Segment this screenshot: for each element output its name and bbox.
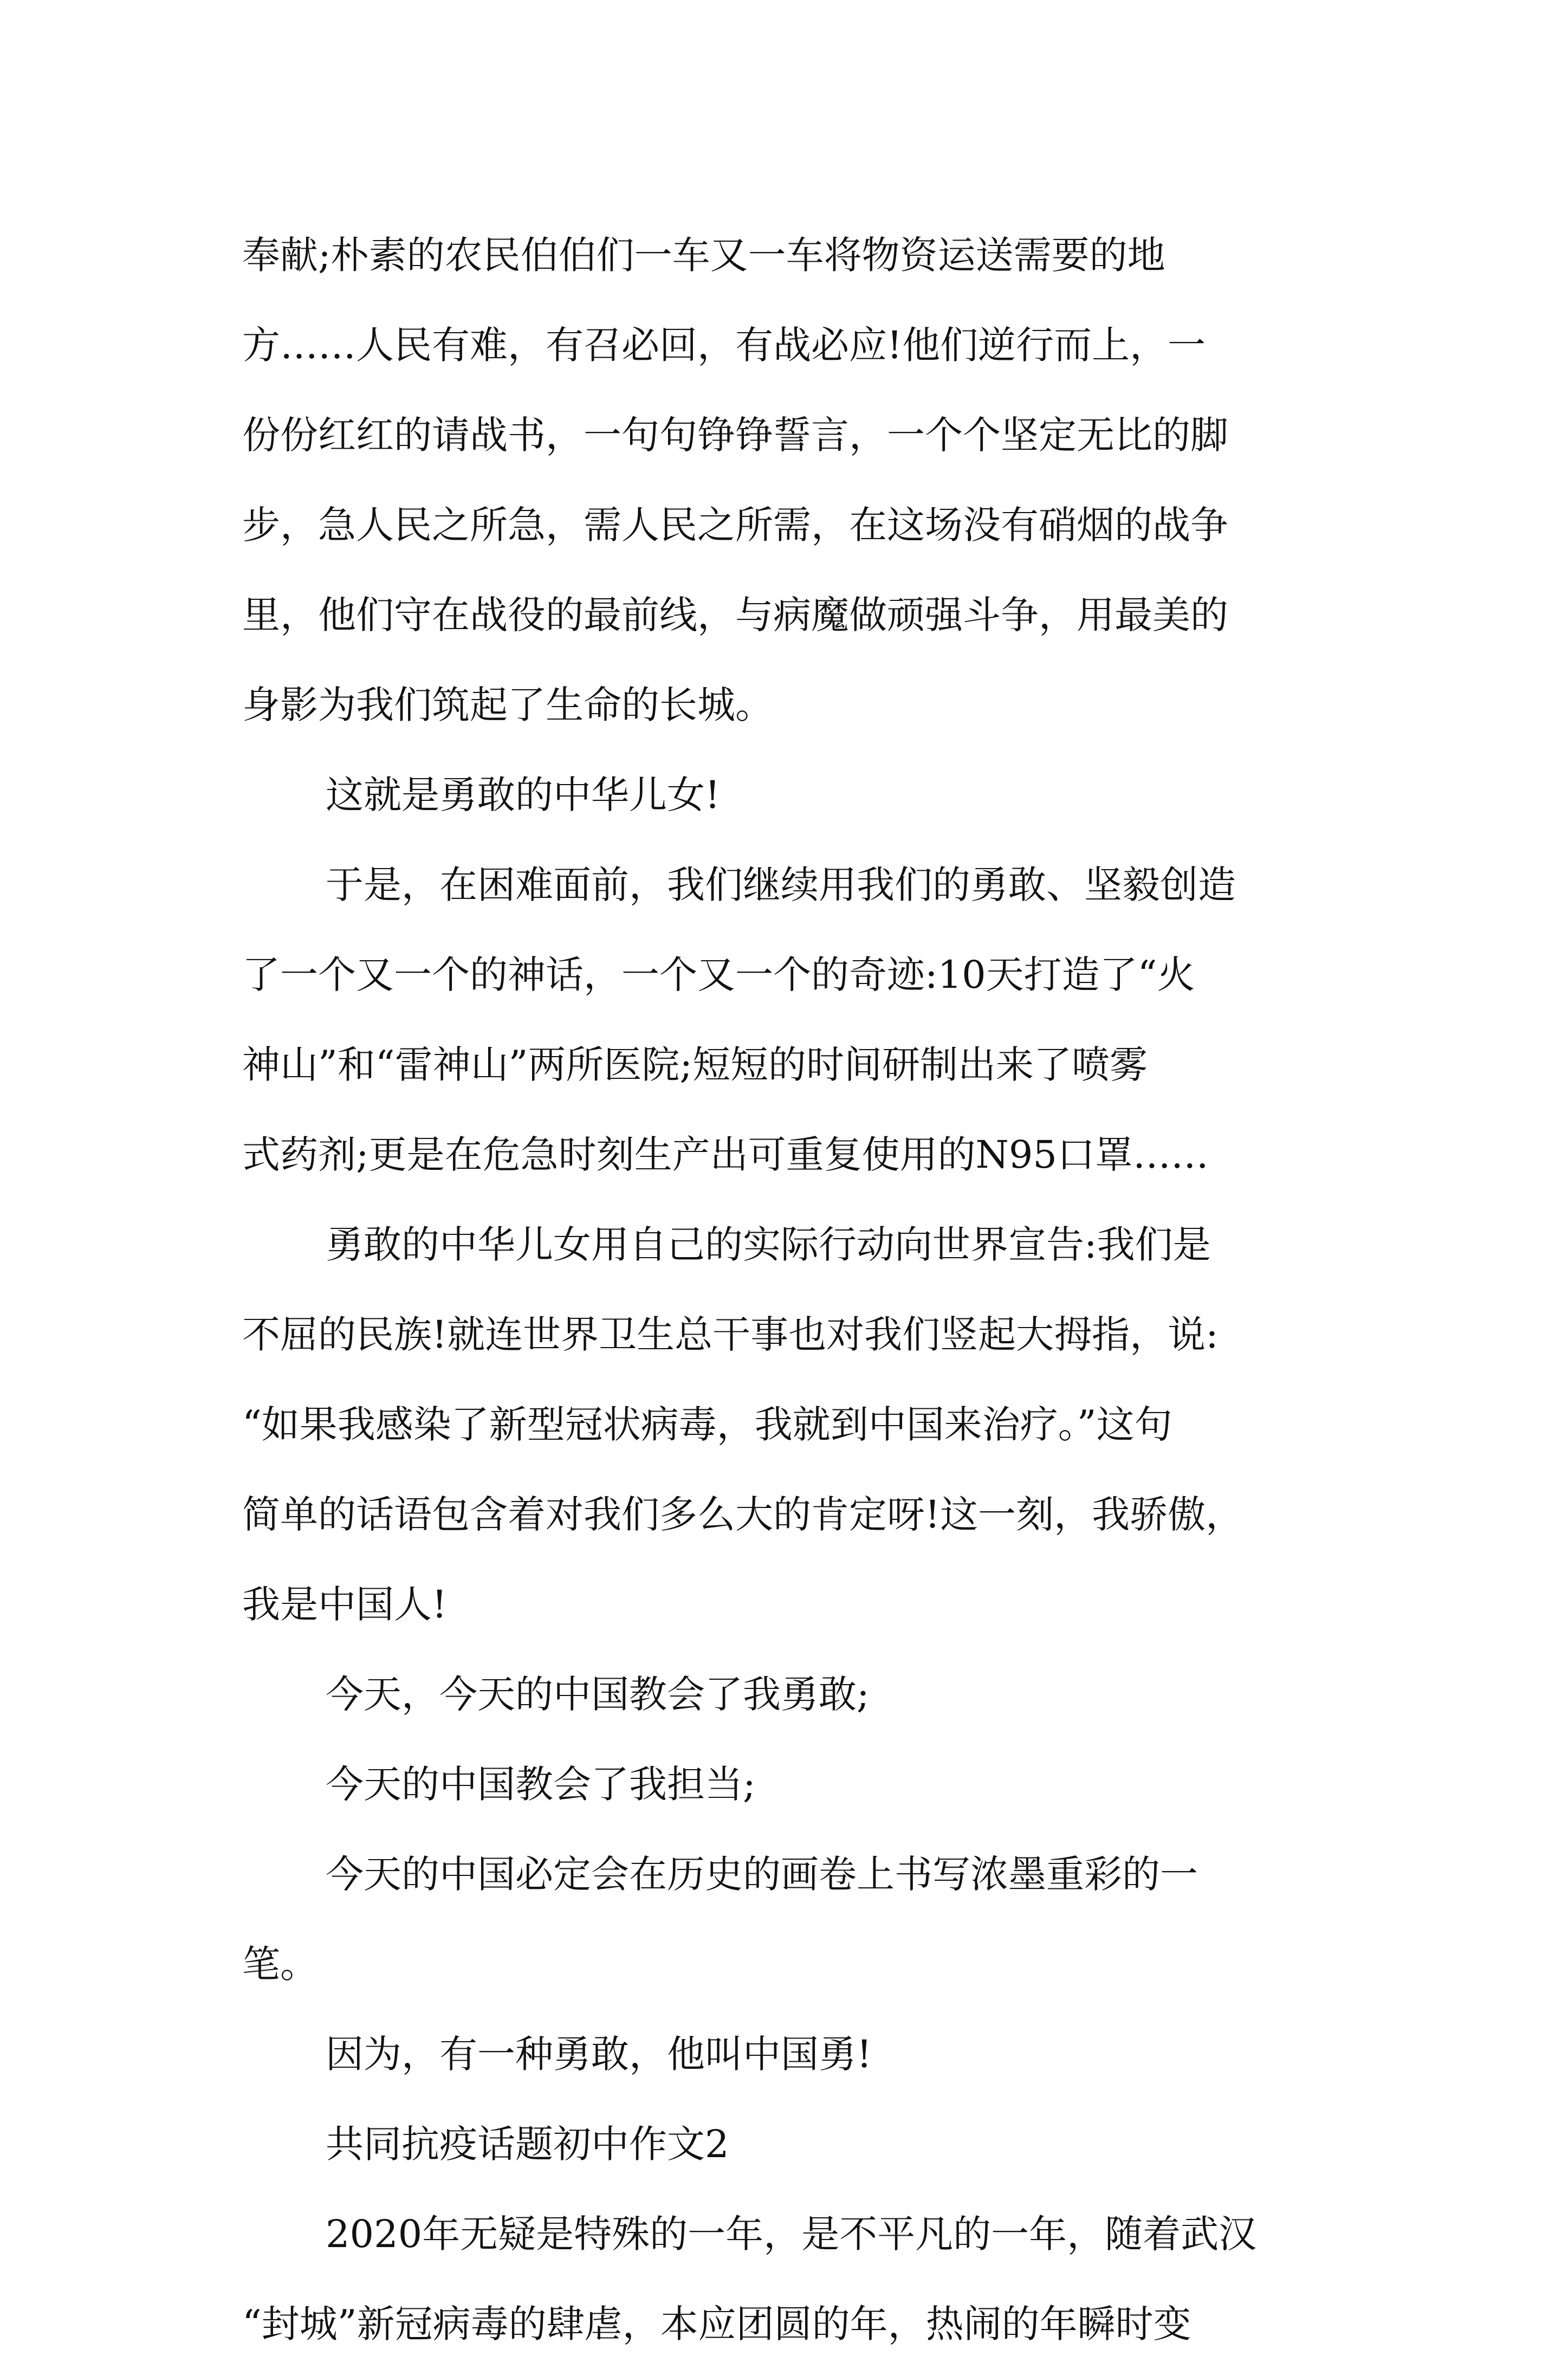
text-line: 了一个又一个的神话，一个又一个的奇迹:10天打造了“火 <box>242 953 1195 997</box>
text-line: 简单的话语包含着对我们多么大的肯定呀!这一刻，我骄傲， <box>242 1492 1244 1537</box>
paragraph-start-line: 今天，今天的中国教会了我勇敢; <box>326 1672 870 1717</box>
text-line: 身影为我们筑起了生命的长城。 <box>242 683 773 727</box>
paragraph-start-line: 今天的中国必定会在历史的画卷上书写浓墨重彩的一 <box>326 1852 1198 1897</box>
text-line: 方……人民有难，有召必回，有战必应!他们逆行而上，一 <box>242 323 1206 367</box>
text-line: 不屈的民族!就连世界卫生总干事也对我们竖起大拇指，说: <box>242 1312 1219 1357</box>
paragraph-start-line: 勇敢的中华儿女用自己的实际行动向世界宣告:我们是 <box>326 1222 1211 1267</box>
text-line: 里，他们守在战役的最前线，与病魔做顽强斗争，用最美的 <box>242 593 1228 637</box>
text-line: 我是中国人! <box>242 1582 448 1627</box>
section-heading: 共同抗疫话题初中作文2 <box>326 2122 729 2166</box>
text-line: 步，急人民之所急，需人民之所需，在这场没有硝烟的战争 <box>242 503 1228 547</box>
paragraph-start-line: 今天的中国教会了我担当; <box>326 1762 756 1807</box>
text-line: 神山”和“雷神山”两所医院;短短的时间研制出来了喷雾 <box>242 1043 1148 1087</box>
text-line: 式药剂;更是在危急时刻生产出可重复使用的N95口罩…… <box>242 1132 1209 1177</box>
paragraph-start-line: 因为，有一种勇敢，他叫中国勇! <box>326 2032 872 2076</box>
text-line: 奉献;朴素的农民伯伯们一车又一车将物资运送需要的地 <box>242 233 1165 277</box>
text-line: “如果我感染了新型冠状病毒，我就到中国来治疗。”这句 <box>242 1402 1172 1447</box>
text-line: 笔。 <box>242 1942 318 1986</box>
text-line: 份份红红的请战书，一句句铮铮誓言，一个个坚定无比的脚 <box>242 413 1228 457</box>
paragraph-start-line: 这就是勇敢的中华儿女! <box>326 773 721 817</box>
paragraph-start-line: 于是，在困难面前，我们继续用我们的勇敢、坚毅创造 <box>326 863 1236 907</box>
essay-body <box>242 210 1342 2369</box>
paragraph-start-line: 2020年无疑是特殊的一年，是不平凡的一年，随着武汉 <box>326 2212 1257 2256</box>
text-line: “封城”新冠病毒的肆虐，本应团圆的年，热闹的年瞬时变 <box>242 2302 1191 2346</box>
